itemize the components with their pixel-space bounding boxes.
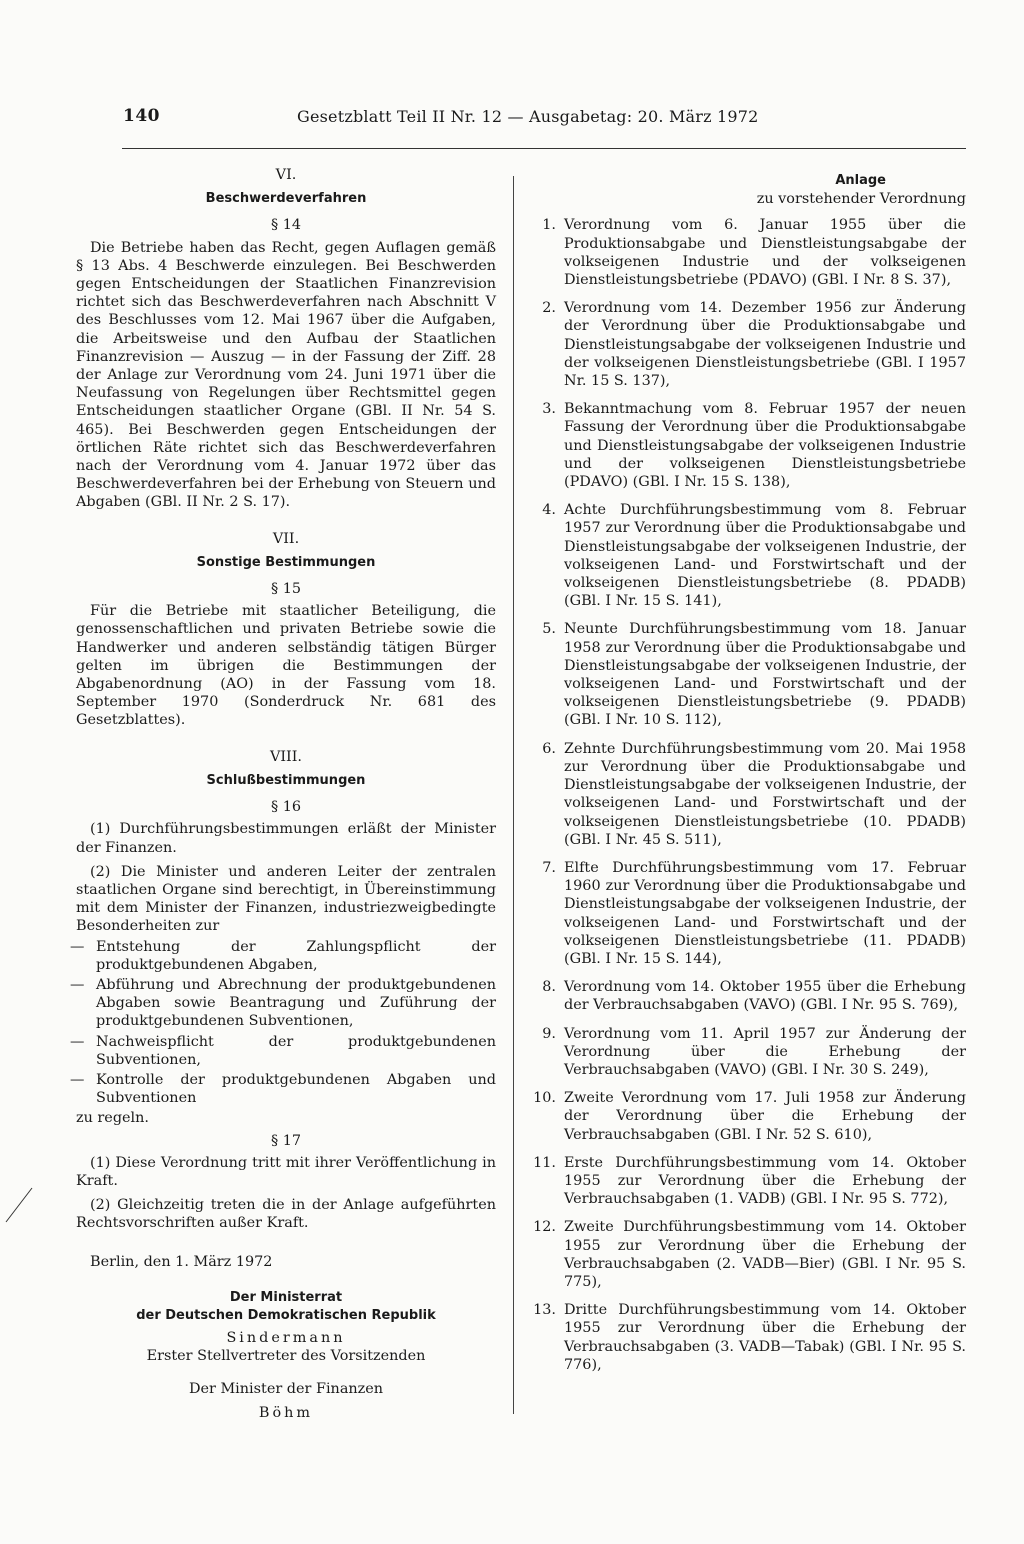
- page-header: [0, 104, 1024, 138]
- dash-mark: —: [70, 938, 85, 955]
- section-title: Schlußbestimmungen: [206, 772, 366, 788]
- annex-item-text: Dritte Durchführungsbestimmung vom 14. Oktober 1955 zur Verordnung über die Erhebung der Verbrauchsabgaben (3. VADB—Tabak) (GBl. I Nr. 95 S. 776),: [564, 1302, 966, 1373]
- paragraph-text: Die Betriebe haben das Recht, gegen Auflagen gemäß § 13 Abs. 4 Beschwerde einzulegen. Bei Beschwerden gegen Entscheidungen der Staatlichen Finanzrevision richtet sich das Beschwerdeverfahren nach Abschnitt V des Beschlusses vom 12. Mai 1967 über die Aufgaben, die Arbeitsweise und den Aufbau der Staatlichen Finanzrevision — Auszug — in der Fassung der Ziff. 28 der Anlage zur Verordnung vom 24. Juni 1971 über die Neufassung von Regelungen über Rechtsmittel gegen Entscheidungen staatlicher Organe (GBl. II Nr. 54 S. 465). Bei Beschwerden gegen Entscheidungen der örtlichen Räte richtet sich das Beschwerdeverfahren nach der Verordnung vom 4. Januar 1972 über das Beschwerdeverfahren bei der Erhebung von Steuern und Abgaben (GBl. II Nr. 2 S. 17).: [76, 239, 496, 511]
- annex-item-text: Achte Durchführungsbestimmung vom 8. Februar 1957 zur Verordnung über die Produktionsabgabe und Dienstleistungsabgabe der volkseigenen Industrie, der volkseigenen Land- und Forstwirtschaft und der volkseigenen Dienstleistungsbetriebe (8. PDADB) (GBl. I Nr. 15 S. 141),: [564, 502, 966, 610]
- annex-item-text: Zweite Durchführungsbestimmung vom 14. Oktober 1955 zur Verordnung über die Erhebung der Verbrauchsabgaben (2. VADB—Bier) (GBl. I Nr. 95 S. 775),: [564, 1219, 966, 1290]
- annex-item: [530, 740, 966, 849]
- signature-body: der Deutschen Demokratischen Republik: [136, 1307, 436, 1323]
- annex-item-number: 1.: [542, 217, 556, 234]
- signatory-role: Erster Stellvertreter des Vorsitzenden: [146, 1348, 426, 1365]
- annex-item: [530, 1218, 966, 1291]
- annex-item-text: Verordnung vom 14. Oktober 1955 über die Erhebung der Verbrauchsabgaben (VAVO) (GBl. I Nr. 95 S. 769),: [564, 979, 966, 1014]
- signatory-role: Der Minister der Finanzen: [188, 1380, 384, 1397]
- section-number: VIII.: [269, 748, 303, 765]
- list-item: [70, 976, 496, 1031]
- annex-item: [530, 1089, 966, 1144]
- annex-item-number: 6.: [542, 740, 556, 757]
- annex-item: [530, 1025, 966, 1080]
- paragraph-text: zu regeln.: [76, 1110, 149, 1127]
- annex-item: [530, 299, 966, 390]
- annex-item: [530, 978, 966, 1014]
- annex-item: [530, 501, 966, 610]
- annex-item-number: 3.: [542, 401, 556, 418]
- annex-item: [530, 400, 966, 491]
- annex-item-text: Zehnte Durchführungsbestimmung vom 20. Mai 1958 zur Verordnung über die Produktionsabgabe und Dienstleistungsabgabe der volkseigenen Industrie, der volkseigenen Land- und Forstwirtschaft und der volkseigenen Dienstleistungsbetriebe (10. PDADB) (GBl. I Nr. 45 S. 511),: [564, 740, 966, 848]
- annex-item-number: 9.: [542, 1025, 556, 1042]
- annex-title: Anlage: [835, 173, 886, 188]
- annex-item-number: 12.: [533, 1219, 556, 1236]
- annex-item-number: 5.: [542, 621, 556, 638]
- paragraph-mark: § 17: [270, 1132, 302, 1149]
- annex-item-number: 11.: [533, 1154, 556, 1171]
- column-divider: [513, 176, 514, 1414]
- list-item-text: Abführung und Abrechnung der produktgebundenen Abgaben sowie Beantragung und Zuführung der produktgebundenen Subventionen,: [96, 976, 496, 1030]
- signatory-name: Sindermann: [226, 1330, 346, 1347]
- header-rule: [122, 148, 966, 149]
- signature-body: Der Ministerrat: [229, 1289, 343, 1305]
- list-item: [70, 938, 496, 974]
- dash-mark: —: [70, 1071, 85, 1088]
- annex-item: [530, 859, 966, 968]
- annex-item-text: Elfte Durchführungsbestimmung vom 17. Februar 1960 zur Verordnung über die Produktionsabgabe und Dienstleistungsabgabe der volkseigenen Industrie, der volkseigenen Land- und Forstwirtschaft und der volkseigenen Dienstleistungsbetriebe (11. PDADB) (GBl. I Nr. 15 S. 144),: [564, 859, 966, 967]
- paragraph-text: (2) Die Minister und anderen Leiter der zentralen staatlichen Organe sind berechtigt, in Übereinstimmung mit dem Minister der Finanzen, industriezweigbedingte Besonderheiten zur: [76, 863, 496, 935]
- paragraph-text: (1) Durchführungsbestimmungen erläßt der Minister der Finanzen.: [76, 821, 496, 856]
- annex-subtitle: zu vorstehender Verordnung: [756, 191, 966, 208]
- annex-item-text: Verordnung vom 6. Januar 1955 über die Produktionsabgabe und Dienstleistungsabgabe der volkseigenen Industrie und der volkseigenen Dienstleistungsbetriebe (PDAVO) (GBl. I Nr. 8 S. 37),: [564, 217, 966, 289]
- annex-item-number: 7.: [542, 859, 556, 876]
- dash-list: [70, 938, 496, 1108]
- annex-item: [530, 620, 966, 729]
- dash-mark: —: [70, 976, 85, 993]
- annex-item-text: Bekanntmachung vom 8. Februar 1957 der neuen Fassung der Verordnung über die Produktionsabgabe und Dienstleistungsabgabe der volkseigenen Industrie und der volkseigenen Dienstleistungsbetriebe (PDAVO) (GBl. I Nr. 15 S. 138),: [564, 401, 966, 491]
- annex-item-text: Verordnung vom 11. April 1957 zur Änderung der Verordnung über die Erhebung der Verbrauchsabgaben (VAVO) (GBl. I Nr. 30 S. 249),: [564, 1025, 966, 1078]
- annex-item-text: Zweite Verordnung vom 17. Juli 1958 zur Änderung der Verordnung über die Erhebung der Verbrauchsabgaben (GBl. I Nr. 52 S. 610),: [564, 1090, 966, 1143]
- list-item-text: Kontrolle der produktgebundenen Abgaben und Subventionen: [96, 1071, 496, 1107]
- paragraph-mark: § 14: [270, 217, 302, 234]
- list-item-text: Nachweispflicht der produktgebundenen Subventionen,: [96, 1033, 496, 1068]
- dash-mark: —: [70, 1033, 85, 1050]
- annex-item-number: 2.: [542, 300, 556, 317]
- margin-pencil-mark: [2, 1186, 42, 1226]
- section-title: Beschwerdeverfahren: [205, 191, 367, 207]
- annex-item-text: Verordnung vom 14. Dezember 1956 zur Änderung der Verordnung über die Produktionsabgabe und Dienstleistungsabgabe der volkseigenen Industrie und der volkseigenen Dienstleistungsbetriebe (GBl. I 1957 Nr. 15 S. 137),: [564, 300, 966, 390]
- place-date: Berlin, den 1. März 1972: [90, 1253, 273, 1270]
- section-title: Sonstige Bestimmungen: [196, 554, 376, 570]
- annex-item: [530, 1301, 966, 1374]
- header-title: Gesetzblatt Teil II Nr. 12 — Ausgabetag: 20. März 1972: [297, 107, 759, 126]
- page-number: 140: [123, 106, 160, 126]
- paragraph-text: (1) Diese Verordnung tritt mit ihrer Veröffentlichung in Kraft.: [76, 1154, 496, 1189]
- list-item: [70, 1071, 496, 1107]
- paragraph-mark: § 16: [270, 799, 302, 816]
- list-item: [70, 1033, 496, 1069]
- signatory-name: Böhm: [258, 1404, 314, 1421]
- list-item-text: Entstehung der Zahlungspflicht der produktgebundenen Abgaben,: [96, 938, 496, 973]
- right-column: [530, 172, 966, 1384]
- annex-item-number: 13.: [533, 1302, 556, 1319]
- annex-item-number: 4.: [542, 502, 556, 519]
- section-number: VI.: [275, 167, 297, 183]
- annex-item-number: 10.: [533, 1090, 556, 1107]
- annex-item-number: 8.: [542, 979, 556, 996]
- section-number: VII.: [272, 530, 300, 547]
- paragraph-text: Für die Betriebe mit staatlicher Beteiligung, die genossenschaftlichen und privaten Betriebe sowie die Handwerker und anderen selbständig tätigen Bürger gelten im übrigen die Bestimmungen der Abgabenordnung (AO) in der Fassung vom 18. September 1970 (Sonderdruck Nr. 681 des Gesetzblattes).: [76, 603, 496, 729]
- annex-item-text: Erste Durchführungsbestimmung vom 14. Oktober 1955 zur Verordnung über die Erhebung der Verbrauchsabgaben (1. VADB) (GBl. I Nr. 95 S. 772),: [564, 1154, 966, 1208]
- left-column: [70, 166, 496, 1422]
- paragraph-mark: § 15: [270, 581, 302, 598]
- annex-list: [530, 216, 966, 1374]
- annex-item: [530, 216, 966, 289]
- annex-item: [530, 1154, 966, 1209]
- annex-item-text: Neunte Durchführungsbestimmung vom 18. Januar 1958 zur Verordnung über die Produktionsabgabe und Dienstleistungsabgabe der volkseigenen Industrie, der volkseigenen Land- und Forstwirtschaft und der volkseigenen Dienstleistungsbetriebe (9. PDADB) (GBl. I Nr. 10 S. 112),: [564, 621, 966, 729]
- paragraph-text: (2) Gleichzeitig treten die in der Anlage aufgeführten Rechtsvorschriften außer Kraft.: [76, 1197, 496, 1232]
